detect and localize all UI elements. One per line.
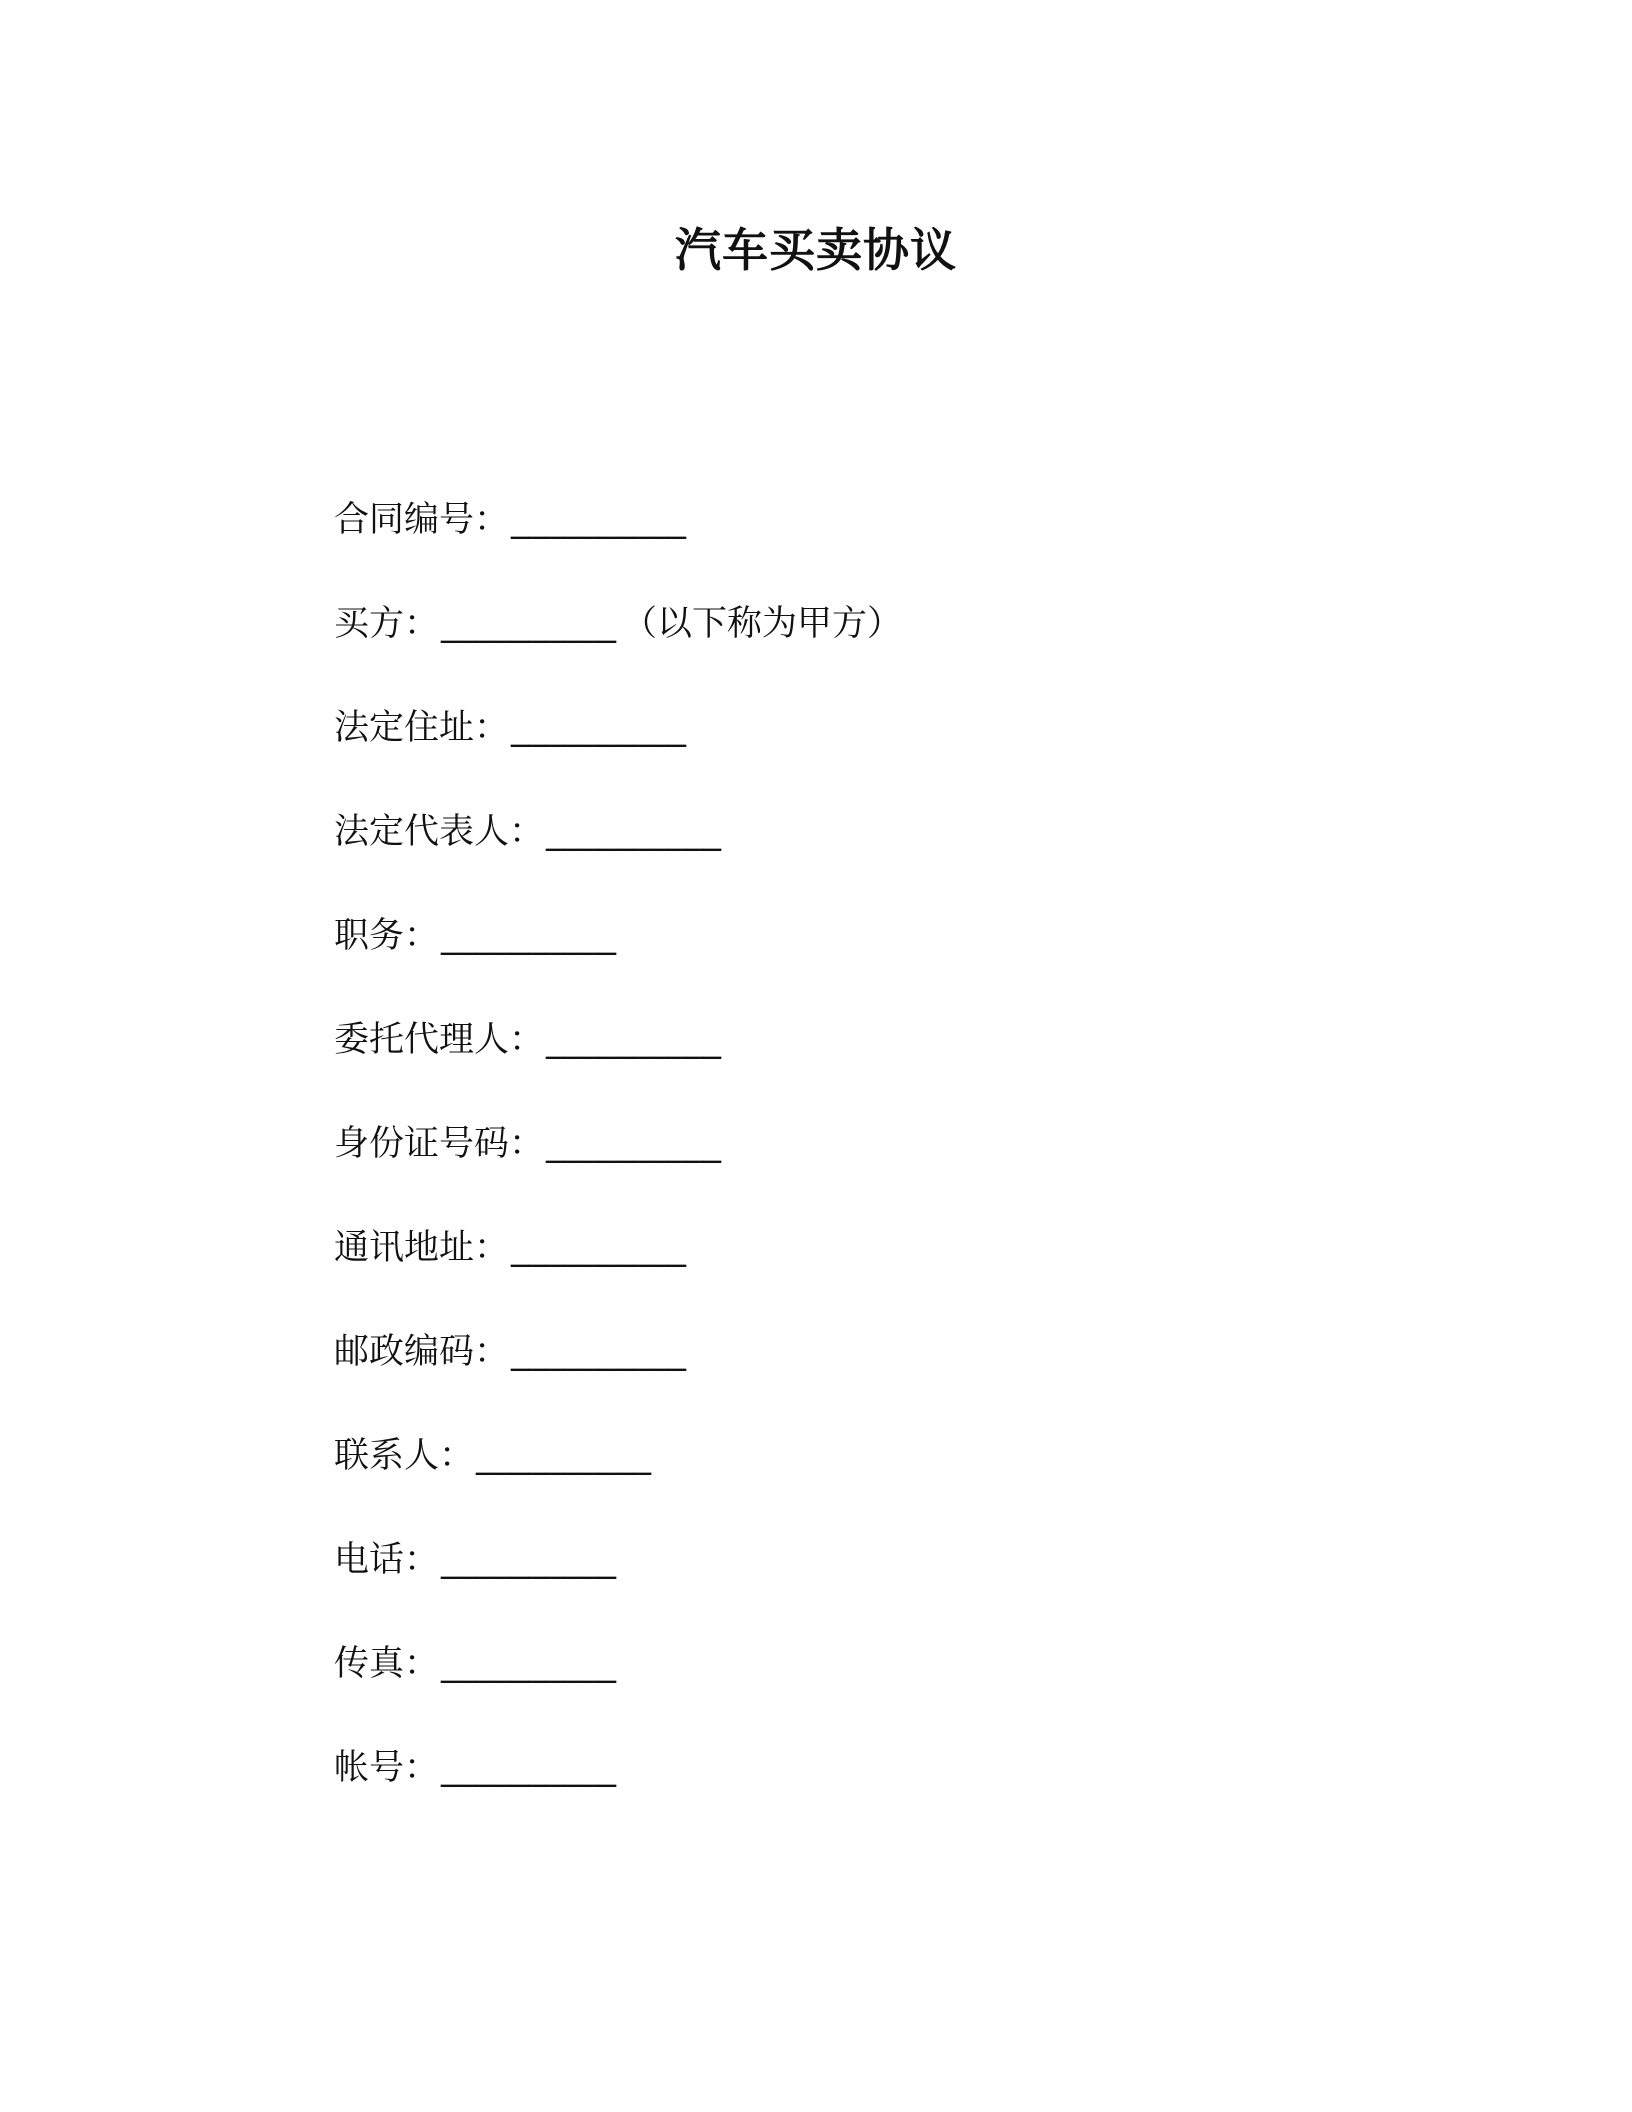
field-id-number xyxy=(334,1118,1434,1222)
field-blank: __________ xyxy=(441,1644,617,1684)
field-mailing-address xyxy=(334,1222,1434,1326)
field-contract-number xyxy=(334,494,1434,598)
field-account-number xyxy=(334,1742,1434,1846)
field-legal-address xyxy=(334,702,1434,806)
field-label: 电话： xyxy=(334,1540,440,1580)
field-blank: __________ xyxy=(511,708,687,748)
field-note: （以下称为甲方） xyxy=(622,604,903,644)
field-label: 职务： xyxy=(334,916,440,956)
field-label: 邮政编码： xyxy=(334,1332,510,1372)
field-blank: __________ xyxy=(546,812,722,852)
field-legal-representative xyxy=(334,806,1434,910)
document-title: 汽车买卖协议 xyxy=(675,223,957,277)
field-label: 通讯地址： xyxy=(334,1228,510,1268)
field-label: 传真： xyxy=(334,1644,440,1684)
field-fax xyxy=(334,1638,1434,1742)
field-contact-person xyxy=(334,1430,1434,1534)
field-blank: __________ xyxy=(441,604,617,644)
field-buyer xyxy=(334,598,1434,702)
field-blank: __________ xyxy=(441,1748,617,1788)
field-blank: __________ xyxy=(476,1436,652,1476)
field-label: 买方： xyxy=(334,604,440,644)
field-blank: __________ xyxy=(511,1332,687,1372)
field-label: 法定代表人： xyxy=(334,812,545,852)
field-position xyxy=(334,910,1434,1014)
field-label: 联系人： xyxy=(334,1436,475,1476)
field-label: 身份证号码： xyxy=(334,1124,545,1164)
field-postal-code xyxy=(334,1326,1434,1430)
field-blank: __________ xyxy=(441,916,617,956)
field-blank: __________ xyxy=(511,500,687,540)
field-label: 法定住址： xyxy=(334,708,510,748)
field-blank: __________ xyxy=(546,1124,722,1164)
field-label: 委托代理人： xyxy=(334,1020,545,1060)
field-label: 帐号： xyxy=(334,1748,440,1788)
field-blank: __________ xyxy=(441,1540,617,1580)
field-blank: __________ xyxy=(546,1020,722,1060)
field-label: 合同编号： xyxy=(334,500,510,540)
field-list xyxy=(334,494,1434,1846)
field-blank: __________ xyxy=(511,1228,687,1268)
field-authorized-agent xyxy=(334,1014,1434,1118)
field-phone xyxy=(334,1534,1434,1638)
